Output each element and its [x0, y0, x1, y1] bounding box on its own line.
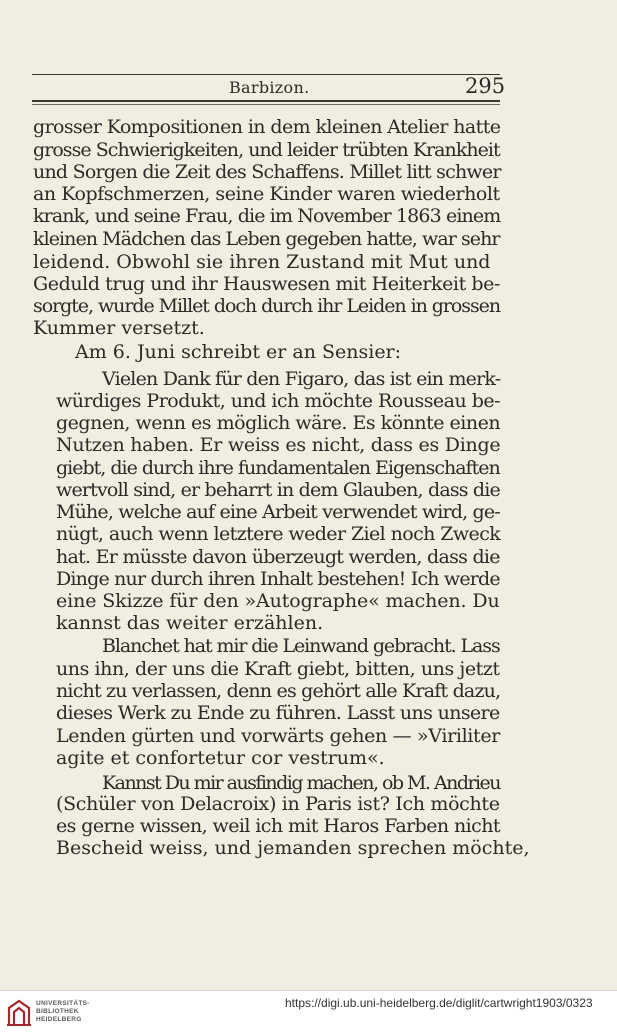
header-rule-thin [32, 104, 500, 105]
text-line: Nutzen haben. Er weiss es nicht, dass es Dinge [56, 434, 501, 456]
text-line: grosser Kompositionen in dem kleinen Atelier hatte [33, 116, 501, 138]
text-line: es gerne wissen, weil ich mit Haros Farben nicht [56, 815, 500, 837]
text-line: Blanchet hat mir die Leinwand gebracht. Lass [102, 635, 500, 657]
text-line: an Kopfschmerzen, seine Kinder waren wiederholt [33, 183, 500, 205]
institution-name [36, 1000, 90, 1024]
heidelberg-library-logo-icon[interactable] [6, 998, 32, 1028]
institution-line: HEIDELBERG [36, 1016, 82, 1023]
text-line: uns ihn, der uns die Kraft giebt, bitten, uns jetzt [56, 658, 500, 680]
permalink-url[interactable]: https://digi.ub.uni-heidelberg.de/diglit/cartwright1903/0323 [285, 996, 593, 1010]
text-line: wertvoll sind, er beharrt in dem Glauben, dass die [56, 479, 500, 501]
text-line: Lenden gürten und vorwärts gehen — »Viriliter [56, 725, 501, 747]
header-rule [32, 74, 500, 75]
text-line: nügt, auch wenn letztere weder Ziel noch Zweck [56, 523, 501, 545]
text-line: kleinen Mädchen das Leben gegeben hatte, war sehr [33, 228, 500, 250]
text-line: würdiges Produkt, und ich möchte Rousseau be- [56, 390, 501, 412]
institution-line: UNIVERSITÄTS- [36, 1000, 90, 1007]
institution-line: BIBLIOTHEK [36, 1008, 79, 1015]
text-line: Geduld trug und ihr Hauswesen mit Heiterkeit be- [33, 273, 500, 295]
text-line: giebt, die durch ihre fundamentalen Eigenschaften [56, 457, 500, 479]
text-line: hat. Er müsste davon überzeugt werden, dass die [56, 546, 500, 568]
text-line: krank, und seine Frau, die im November 1863 einem [33, 205, 501, 227]
text-line: Kannst Du mir ausfindig machen, ob M. Andrieu [102, 772, 500, 794]
text-line: Vielen Dank für den Figaro, das ist ein merk- [102, 368, 501, 390]
text-line: gegnen, wenn es möglich wäre. Es könnte einen [56, 412, 501, 434]
text-line: Kummer versetzt. [33, 317, 205, 339]
text-line: dieses Werk zu Ende zu führen. Lasst uns unsere [56, 702, 500, 724]
text-line: eine Skizze für den »Autographe« machen. Du [56, 590, 500, 612]
text-line: leidend. Obwohl sie ihren Zustand mit Mut und [33, 251, 491, 273]
running-head: Barbizon. [229, 78, 310, 97]
text-line: Am 6. Juni schreibt er an Sensier: [75, 341, 402, 363]
text-line: grosse Schwierigkeiten, und leider trübten Krankheit [33, 139, 500, 161]
text-line: sorgte, wurde Millet doch durch ihr Leiden in grossen [33, 295, 501, 317]
text-line: (Schüler von Delacroix) in Paris ist? Ich möchte [56, 793, 500, 815]
header-rule-double [32, 100, 500, 102]
text-line: Mühe, welche auf eine Arbeit verwendet wird, ge- [56, 501, 500, 523]
text-line: nicht zu verlassen, denn es gehört alle Kraft dazu, [56, 680, 501, 702]
text-line: agite et confortetur cor vestrum«. [56, 747, 385, 769]
page-number: 295 [465, 74, 506, 98]
text-line: und Sorgen die Zeit des Schaffens. Millet litt schwer [33, 161, 501, 183]
text-line: Dinge nur durch ihren Inhalt bestehen! Ich werde [56, 568, 500, 590]
text-line: kannst das weiter erzählen. [56, 612, 324, 634]
text-line: Bescheid weiss, und jemanden sprechen möchte, [56, 837, 530, 859]
